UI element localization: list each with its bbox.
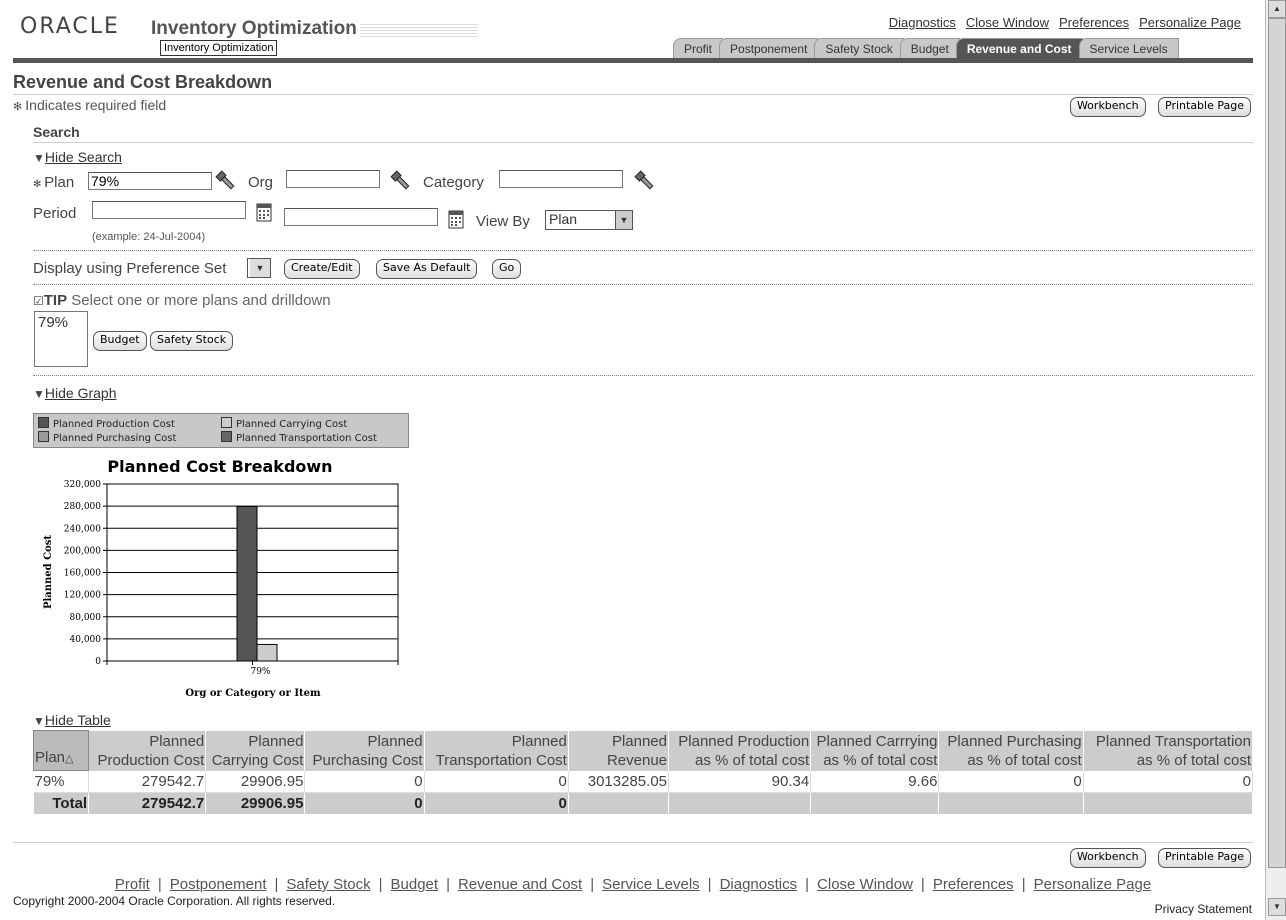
legend-item [221, 417, 347, 430]
footer-separator: | [805, 876, 810, 893]
global-links [879, 15, 1241, 30]
tip-label: TIP [43, 292, 68, 309]
required-asterisk: ✻ [13, 101, 26, 113]
header-stripes [360, 24, 478, 38]
category-label: Category [423, 174, 484, 191]
hide-search-toggle[interactable] [33, 149, 122, 165]
workbench-button[interactable]: Workbench [1070, 97, 1146, 117]
chart-x-axis-label: Org or Category or Item [185, 688, 321, 699]
global-link-close-window[interactable]: Close Window [965, 15, 1049, 30]
legend-swatch [38, 417, 49, 428]
table-total-cell: 0 [305, 793, 424, 815]
footer-link-profit[interactable]: Profit [114, 876, 150, 893]
global-link-diagnostics[interactable]: Diagnostics [888, 15, 956, 30]
chart-y-tick-label: 120,000 [63, 590, 101, 601]
column-header: Planned Purchasing as % of total cost [939, 731, 1083, 771]
legend-label: Planned Transportation Cost [236, 433, 377, 444]
chart-bar [257, 644, 277, 661]
chart-y-tick-label: 240,000 [63, 524, 101, 535]
sort-ascending-icon[interactable]: △ [65, 753, 74, 765]
table-total-cell [939, 793, 1083, 815]
tab-service-levels[interactable]: Service Levels [1079, 38, 1179, 59]
plan-search-flashlight-icon[interactable] [215, 170, 237, 192]
chart-title: Planned Cost Breakdown [107, 457, 333, 476]
footer-separator: | [157, 876, 162, 893]
table-cell: 3013285.05 [568, 771, 668, 793]
collapse-triangle-icon: ▼ [33, 714, 45, 728]
column-header: Planned Production as % of total cost [669, 731, 811, 771]
period-from-calendar-icon[interactable] [256, 202, 272, 222]
required-note-text: Indicates required field [25, 97, 167, 113]
global-link-preferences[interactable]: Preferences [1059, 15, 1130, 30]
legend-label: Planned Purchasing Cost [53, 433, 177, 444]
collapse-triangle-icon: ▼ [33, 387, 45, 401]
tip-row [33, 292, 331, 309]
printable-page-button-bottom[interactable]: Printable Page [1158, 848, 1251, 868]
table-row [34, 771, 1253, 793]
table-cell: 0 [424, 771, 568, 793]
footer-links [0, 876, 1266, 893]
scroll-up-arrow-icon[interactable]: ▲ [1268, 0, 1286, 18]
plan-input[interactable]: 79% [88, 172, 212, 190]
tab-safety-stock[interactable]: Safety Stock [814, 38, 903, 59]
copyright: Copyright 2000-2004 Oracle Corporation. All rights reserved. [13, 894, 336, 908]
bottom-button-group [1070, 847, 1251, 868]
footer-separator: | [446, 876, 450, 893]
footer-divider [13, 842, 1253, 843]
table-cell: 0 [939, 771, 1083, 793]
legend-item [38, 431, 176, 444]
footer-link-revenue-and-cost[interactable]: Revenue and Cost [457, 876, 583, 893]
dotted-divider [33, 375, 1253, 376]
legend-swatch [221, 417, 232, 428]
footer-separator: | [920, 876, 925, 893]
hide-table-link[interactable]: Hide Table [44, 712, 111, 728]
planned-cost-chart [33, 450, 413, 710]
footer-link-postponement[interactable]: Postponement [169, 876, 267, 893]
table-cell: 90.34 [669, 771, 811, 793]
footer-link-close-window[interactable]: Close Window [817, 876, 913, 893]
org-search-flashlight-icon[interactable] [390, 170, 412, 192]
table-total-row [34, 793, 1253, 815]
column-header: Planned Revenue [568, 731, 668, 771]
footer-separator: | [274, 876, 279, 893]
chart-y-axis-label: Planned Cost [43, 534, 54, 610]
safety-stock-button[interactable]: Safety Stock [150, 331, 233, 351]
tab-budget[interactable]: Budget [900, 38, 960, 59]
title-divider [13, 94, 1253, 95]
table-total-cell: 0 [424, 793, 568, 815]
category-input[interactable] [499, 170, 623, 188]
search-heading: Search [33, 124, 80, 140]
scroll-down-arrow-icon[interactable]: ▼ [1268, 898, 1286, 916]
tab-underline [13, 58, 1253, 63]
column-header-text: Plan [35, 749, 66, 766]
preference-set-label: Display using Preference Set [33, 260, 227, 277]
column-header: Planned Production Cost [89, 731, 206, 771]
save-as-default-button[interactable]: Save As Default [376, 259, 477, 279]
table-total-cell: 279542.7 [89, 793, 206, 815]
budget-button[interactable]: Budget [93, 331, 147, 351]
table-total-cell [811, 793, 939, 815]
dropdown-arrow-icon: ▼ [250, 259, 270, 277]
oracle-logo: ORACLE [20, 14, 120, 39]
required-note [13, 97, 166, 113]
table-total-cell: 29906.95 [206, 793, 305, 815]
view-by-label: View By [476, 213, 530, 230]
create-edit-button[interactable]: Create/Edit [284, 259, 360, 279]
plan-required-icon: ✻ [33, 179, 45, 190]
footer-link-diagnostics[interactable]: Diagnostics [719, 876, 798, 893]
hide-search-link[interactable]: Hide Search [44, 149, 122, 165]
chart-plot-area [64, 480, 398, 677]
chart-y-tick-label: 320,000 [63, 480, 101, 490]
footer-link-service-levels[interactable]: Service Levels [602, 876, 700, 893]
column-header: Planned Carrrying as % of total cost [811, 731, 939, 771]
legend-label: Planned Carrying Cost [236, 419, 348, 430]
chart-x-tick-label: 79% [250, 667, 271, 677]
period-label: Period [33, 205, 77, 222]
view-by-select[interactable] [545, 210, 633, 230]
plan-label-text: Plan [44, 174, 75, 191]
go-button[interactable]: Go [492, 259, 521, 279]
top-button-group [1070, 96, 1251, 117]
footer-separator: | [590, 876, 595, 893]
dotted-divider [33, 250, 1253, 251]
chart-y-tick-label: 0 [95, 657, 101, 667]
plan-label [33, 174, 74, 191]
page-title: Revenue and Cost Breakdown [13, 72, 273, 92]
search-divider [33, 142, 1253, 143]
footer-link-preferences[interactable]: Preferences [932, 876, 1014, 893]
table-cell: 29906.95 [206, 771, 305, 793]
chart-y-tick-label: 160,000 [63, 568, 101, 579]
privacy-statement-link[interactable]: Privacy Statement [1154, 902, 1252, 916]
legend-swatch [221, 431, 232, 442]
workbench-button-bottom[interactable]: Workbench [1070, 848, 1146, 868]
hide-graph-toggle[interactable] [33, 385, 116, 401]
table-cell-plan[interactable]: 79% [34, 771, 89, 793]
column-header: Planned Transportation Cost [424, 731, 568, 771]
table-cell: 279542.7 [89, 771, 206, 793]
chart-y-tick-label: 200,000 [63, 546, 101, 557]
tab-revenue-and-cost[interactable]: Revenue and Cost [956, 38, 1083, 59]
table-total-cell [1083, 793, 1252, 815]
column-header: Planned Transportation as % of total cost [1083, 731, 1252, 771]
vertical-scrollbar[interactable] [1265, 0, 1286, 920]
chart-y-tick-label: 80,000 [69, 612, 101, 623]
tab-bar [673, 38, 1175, 58]
legend-label: Planned Production Cost [53, 419, 175, 430]
table-cell: 0 [305, 771, 424, 793]
legend-item [38, 417, 175, 430]
chart-y-tick-label: 280,000 [63, 502, 101, 513]
tip-check-icon: ☑ [33, 294, 44, 308]
dotted-divider [33, 284, 1253, 285]
table-total-cell [669, 793, 811, 815]
app-name: Inventory Optimization [151, 18, 357, 39]
results-table [33, 730, 1253, 814]
chart-legend [33, 413, 409, 448]
printable-page-button[interactable]: Printable Page [1158, 97, 1251, 117]
column-header: Planned Carrying Cost [206, 731, 305, 771]
table-total-cell [568, 793, 668, 815]
chart-bar [237, 506, 257, 661]
collapse-triangle-icon: ▼ [33, 151, 45, 165]
period-example: (example: 24-Jul-2004) [92, 231, 206, 243]
table-cell: 9.66 [811, 771, 939, 793]
footer-link-budget[interactable]: Budget [390, 876, 439, 893]
global-link-personalize-page[interactable]: Personalize Page [1139, 15, 1241, 30]
footer-separator: | [707, 876, 712, 893]
table-total-label: Total [34, 793, 89, 815]
preference-set-select[interactable] [247, 258, 271, 278]
chart-y-tick-label: 40,000 [69, 634, 101, 645]
footer-link-safety-stock[interactable]: Safety Stock [286, 876, 371, 893]
dropdown-arrow-icon: ▼ [615, 211, 632, 229]
tip-text: Select one or more plans and drilldown [71, 292, 331, 309]
legend-swatch [38, 431, 49, 442]
footer-link-personalize-page[interactable]: Personalize Page [1033, 876, 1152, 893]
footer-separator: | [1021, 876, 1026, 893]
hide-table-toggle[interactable] [33, 712, 111, 728]
column-header: Planned Purchasing Cost [305, 731, 424, 771]
plan-listbox-item[interactable]: 79% [38, 314, 69, 331]
org-input[interactable] [286, 170, 380, 188]
table-cell: 0 [1083, 771, 1252, 793]
plan-listbox[interactable] [34, 311, 88, 367]
period-from-input[interactable] [92, 201, 246, 219]
tab-postponement[interactable]: Postponement [719, 38, 818, 59]
tab-profit[interactable]: Profit [673, 38, 723, 59]
category-search-flashlight-icon[interactable] [634, 170, 656, 192]
view-by-value: Plan [549, 211, 578, 227]
table-header-row [34, 731, 1253, 771]
column-header-plan[interactable] [34, 731, 89, 771]
period-to-input[interactable] [284, 208, 438, 226]
hide-graph-link[interactable]: Hide Graph [44, 385, 117, 401]
footer-separator: | [378, 876, 383, 893]
org-label: Org [248, 174, 274, 191]
period-to-calendar-icon[interactable] [448, 209, 464, 229]
legend-item [221, 431, 377, 444]
app-name-tooltip: Inventory Optimization [160, 40, 277, 56]
scroll-thumb[interactable] [1268, 18, 1286, 868]
